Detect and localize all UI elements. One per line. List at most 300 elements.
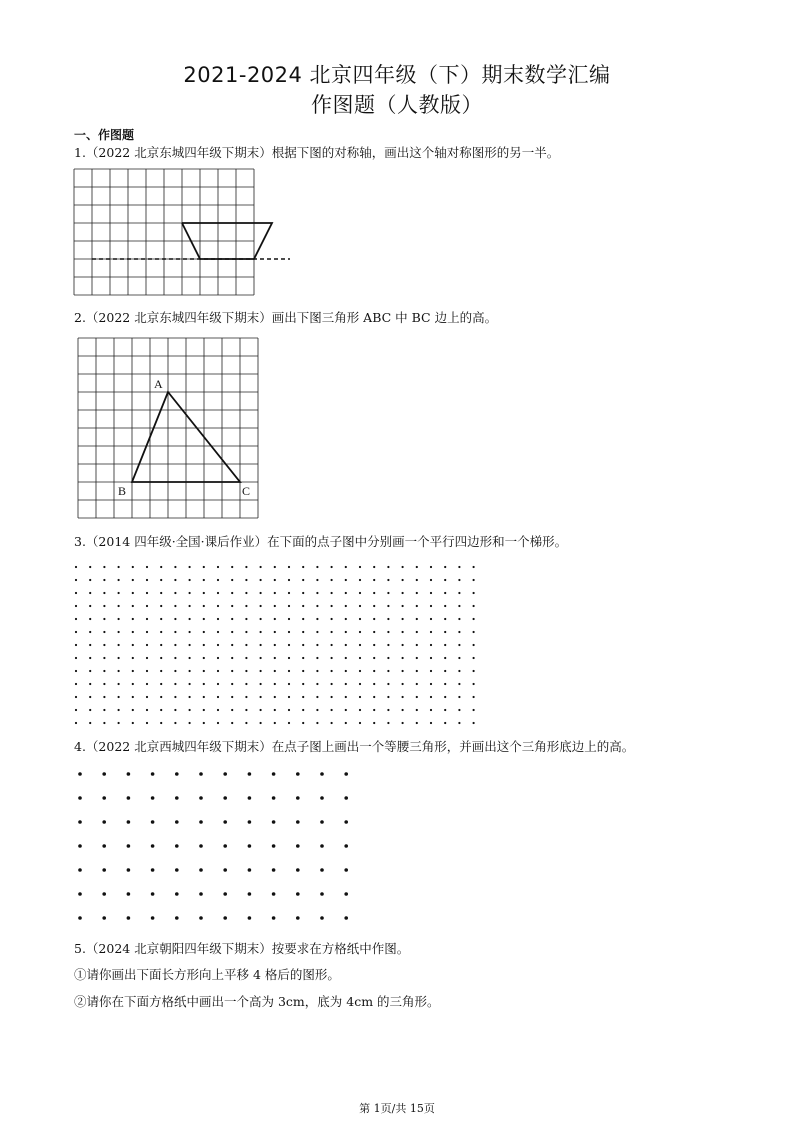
grid-dot (75, 696, 77, 698)
grid-dot (118, 670, 120, 672)
q2-label-b: B (118, 484, 127, 498)
grid-dot (444, 696, 446, 698)
grid-dot (473, 592, 475, 594)
grid-dot (430, 579, 432, 581)
grid-dot (203, 605, 205, 607)
grid-dot (430, 670, 432, 672)
grid-dot (127, 772, 131, 776)
grid-dot (260, 657, 262, 659)
grid-dot (75, 709, 77, 711)
grid-dot (288, 657, 290, 659)
grid-dot (103, 709, 105, 711)
grid-dot (272, 892, 276, 896)
grid-dot (302, 709, 304, 711)
grid-dot (175, 868, 179, 872)
grid-dot (430, 566, 432, 568)
grid-dot (302, 618, 304, 620)
grid-dot (473, 618, 475, 620)
grid-dot (288, 722, 290, 724)
grid-dot (320, 892, 324, 896)
grid-dot (302, 644, 304, 646)
grid-dot (245, 644, 247, 646)
grid-dot (430, 618, 432, 620)
grid-dot (102, 892, 106, 896)
grid-dot (274, 657, 276, 659)
grid-dot (302, 722, 304, 724)
grid-dot (175, 892, 179, 896)
grid-dot (248, 796, 252, 800)
grid-dot (217, 683, 219, 685)
grid-dot (473, 605, 475, 607)
grid-dot (320, 844, 324, 848)
grid-dot (132, 657, 134, 659)
grid-dot (78, 868, 82, 872)
question-5-instruction-2: ②请你在下面方格纸中画出一个高为 3cm，底为 4cm 的三角形。 (74, 994, 440, 1009)
grid-dot (248, 916, 252, 920)
grid-dot (288, 592, 290, 594)
grid-dot (217, 566, 219, 568)
grid-dot (359, 722, 361, 724)
grid-dot (132, 722, 134, 724)
q3-dot-grid (74, 565, 474, 725)
grid-dot (174, 592, 176, 594)
grid-dot (248, 868, 252, 872)
grid-dot (320, 820, 324, 824)
grid-dot (288, 709, 290, 711)
grid-dot (103, 683, 105, 685)
grid-dot (444, 631, 446, 633)
grid-dot (217, 644, 219, 646)
grid-dot (174, 631, 176, 633)
grid-dot (345, 657, 347, 659)
grid-dot (416, 605, 418, 607)
grid-dot (345, 644, 347, 646)
grid-dot (189, 631, 191, 633)
grid-dot (416, 696, 418, 698)
grid-dot (458, 683, 460, 685)
grid-dot (444, 657, 446, 659)
grid-dot (402, 670, 404, 672)
grid-dot (359, 618, 361, 620)
grid-dot (89, 631, 91, 633)
grid-dot (458, 631, 460, 633)
grid-dot (359, 566, 361, 568)
grid-dot (316, 696, 318, 698)
grid-dot (345, 696, 347, 698)
grid-dot (444, 683, 446, 685)
grid-dot (274, 579, 276, 581)
grid-dot (373, 566, 375, 568)
grid-dot (316, 566, 318, 568)
grid-dot (132, 618, 134, 620)
grid-dot (402, 579, 404, 581)
grid-dot (416, 618, 418, 620)
grid-dot (160, 709, 162, 711)
grid-dot (160, 618, 162, 620)
grid-dot (402, 592, 404, 594)
grid-dot (359, 696, 361, 698)
question-2-text: 2.（2022 北京东城四年级下期末）画出下图三角形 ABC 中 BC 边上的高。 (74, 310, 498, 325)
grid-dot (127, 892, 131, 896)
grid-dot (260, 670, 262, 672)
grid-dot (103, 657, 105, 659)
grid-dot (223, 868, 227, 872)
grid-dot (387, 657, 389, 659)
grid-dot (118, 631, 120, 633)
grid-dot (345, 618, 347, 620)
grid-dot (416, 683, 418, 685)
grid-dot (458, 644, 460, 646)
grid-dot (288, 683, 290, 685)
grid-dot (203, 657, 205, 659)
grid-dot (344, 772, 348, 776)
grid-dot (387, 631, 389, 633)
grid-dot (387, 605, 389, 607)
grid-dot (231, 670, 233, 672)
grid-dot (132, 683, 134, 685)
q2-label-a: A (154, 377, 163, 391)
grid-dot (331, 605, 333, 607)
grid-dot (402, 683, 404, 685)
grid-dot (430, 644, 432, 646)
grid-dot (127, 868, 131, 872)
grid-dot (373, 644, 375, 646)
grid-dot (458, 657, 460, 659)
grid-dot (387, 722, 389, 724)
grid-dot (458, 605, 460, 607)
grid-dot (118, 605, 120, 607)
grid-dot (316, 631, 318, 633)
question-3-text: 3.（2014 四年级·全国·课后作业）在下面的点子图中分别画一个平行四边形和一个梯形。 (74, 534, 568, 549)
grid-dot (331, 722, 333, 724)
grid-dot (146, 605, 148, 607)
grid-dot (444, 618, 446, 620)
grid-dot (302, 696, 304, 698)
grid-dot (260, 631, 262, 633)
grid-dot (199, 820, 203, 824)
grid-dot (217, 579, 219, 581)
grid-dot (245, 657, 247, 659)
grid-dot (75, 566, 77, 568)
grid-dot (331, 644, 333, 646)
grid-dot (458, 566, 460, 568)
grid-dot (416, 722, 418, 724)
grid-dot (199, 868, 203, 872)
grid-dot (274, 683, 276, 685)
grid-dot (274, 618, 276, 620)
grid-dot (272, 772, 276, 776)
grid-dot (296, 916, 300, 920)
grid-dot (103, 722, 105, 724)
grid-dot (103, 592, 105, 594)
grid-dot (189, 566, 191, 568)
grid-dot (160, 579, 162, 581)
grid-dot (245, 579, 247, 581)
grid-dot (245, 605, 247, 607)
grid-dot (296, 844, 300, 848)
grid-dot (302, 579, 304, 581)
grid-dot (132, 605, 134, 607)
grid-dot (316, 722, 318, 724)
grid-dot (203, 644, 205, 646)
grid-dot (296, 796, 300, 800)
grid-dot (89, 709, 91, 711)
grid-dot (78, 796, 82, 800)
grid-dot (245, 722, 247, 724)
grid-dot (444, 592, 446, 594)
grid-dot (245, 670, 247, 672)
grid-dot (189, 709, 191, 711)
grid-dot (245, 696, 247, 698)
grid-dot (78, 892, 82, 896)
grid-dot (175, 772, 179, 776)
grid-dot (231, 657, 233, 659)
q4-dot-grid (78, 772, 358, 922)
q2-grid-figure (78, 338, 258, 518)
grid-dot (458, 696, 460, 698)
grid-dot (302, 670, 304, 672)
grid-dot (316, 657, 318, 659)
grid-dot (320, 916, 324, 920)
grid-dot (473, 657, 475, 659)
grid-dot (199, 796, 203, 800)
grid-dot (320, 868, 324, 872)
grid-dot (199, 892, 203, 896)
grid-dot (245, 592, 247, 594)
grid-dot (75, 592, 77, 594)
grid-dot (174, 644, 176, 646)
grid-dot (75, 618, 77, 620)
grid-dot (359, 579, 361, 581)
grid-dot (223, 844, 227, 848)
grid-dot (345, 605, 347, 607)
grid-dot (174, 579, 176, 581)
grid-dot (75, 670, 77, 672)
grid-dot (118, 592, 120, 594)
grid-dot (387, 592, 389, 594)
grid-dot (296, 820, 300, 824)
grid-dot (103, 696, 105, 698)
grid-dot (345, 670, 347, 672)
grid-dot (174, 657, 176, 659)
grid-dot (203, 683, 205, 685)
grid-dot (203, 631, 205, 633)
grid-dot (223, 796, 227, 800)
grid-dot (189, 670, 191, 672)
grid-dot (231, 644, 233, 646)
grid-dot (402, 605, 404, 607)
grid-dot (458, 579, 460, 581)
grid-dot (373, 605, 375, 607)
grid-dot (231, 566, 233, 568)
grid-dot (473, 644, 475, 646)
grid-dot (344, 844, 348, 848)
grid-dot (189, 696, 191, 698)
grid-dot (78, 916, 82, 920)
grid-dot (288, 605, 290, 607)
grid-dot (151, 772, 155, 776)
grid-dot (272, 916, 276, 920)
grid-dot (102, 796, 106, 800)
grid-dot (274, 566, 276, 568)
grid-dot (373, 579, 375, 581)
grid-dot (387, 709, 389, 711)
grid-dot (402, 722, 404, 724)
grid-dot (458, 670, 460, 672)
grid-dot (430, 709, 432, 711)
grid-dot (132, 592, 134, 594)
grid-dot (103, 631, 105, 633)
grid-dot (402, 566, 404, 568)
grid-dot (245, 709, 247, 711)
grid-dot (245, 618, 247, 620)
grid-dot (260, 618, 262, 620)
grid-dot (231, 579, 233, 581)
grid-dot (102, 868, 106, 872)
grid-dot (320, 796, 324, 800)
grid-dot (345, 579, 347, 581)
grid-dot (359, 631, 361, 633)
grid-dot (359, 657, 361, 659)
grid-dot (189, 592, 191, 594)
grid-dot (231, 631, 233, 633)
grid-dot (373, 722, 375, 724)
grid-dot (331, 618, 333, 620)
grid-dot (274, 696, 276, 698)
grid-dot (118, 566, 120, 568)
grid-dot (373, 631, 375, 633)
grid-dot (146, 618, 148, 620)
grid-dot (78, 844, 82, 848)
grid-dot (199, 916, 203, 920)
grid-dot (231, 592, 233, 594)
grid-dot (260, 722, 262, 724)
grid-dot (316, 605, 318, 607)
grid-dot (430, 605, 432, 607)
grid-dot (430, 631, 432, 633)
grid-dot (387, 566, 389, 568)
grid-dot (75, 631, 77, 633)
grid-dot (174, 605, 176, 607)
grid-dot (302, 631, 304, 633)
grid-dot (132, 670, 134, 672)
grid-dot (274, 709, 276, 711)
grid-dot (248, 772, 252, 776)
grid-dot (103, 618, 105, 620)
grid-dot (473, 709, 475, 711)
grid-dot (174, 618, 176, 620)
grid-dot (359, 605, 361, 607)
grid-dot (458, 618, 460, 620)
grid-dot (160, 605, 162, 607)
grid-dot (118, 722, 120, 724)
grid-dot (146, 644, 148, 646)
grid-dot (296, 772, 300, 776)
grid-dot (160, 631, 162, 633)
grid-dot (274, 605, 276, 607)
grid-dot (89, 566, 91, 568)
grid-dot (151, 820, 155, 824)
grid-dot (387, 644, 389, 646)
grid-dot (260, 683, 262, 685)
grid-dot (174, 566, 176, 568)
grid-dot (151, 892, 155, 896)
grid-dot (231, 683, 233, 685)
grid-dot (331, 683, 333, 685)
question-5-instruction-1: ①请你画出下面长方形向上平移 4 格后的图形。 (74, 967, 340, 982)
grid-dot (430, 592, 432, 594)
grid-dot (473, 631, 475, 633)
grid-dot (302, 566, 304, 568)
grid-dot (103, 579, 105, 581)
grid-dot (430, 722, 432, 724)
grid-dot (260, 644, 262, 646)
grid-dot (89, 605, 91, 607)
grid-dot (402, 618, 404, 620)
grid-dot (199, 844, 203, 848)
grid-dot (203, 618, 205, 620)
grid-dot (316, 709, 318, 711)
grid-dot (331, 579, 333, 581)
section-heading: 一、作图题 (74, 128, 135, 142)
grid-dot (89, 670, 91, 672)
grid-dot (118, 579, 120, 581)
grid-dot (75, 579, 77, 581)
grid-dot (444, 605, 446, 607)
grid-dot (189, 657, 191, 659)
grid-dot (151, 916, 155, 920)
grid-dot (189, 644, 191, 646)
grid-dot (189, 605, 191, 607)
q2-grid-lines (78, 338, 258, 518)
grid-dot (260, 592, 262, 594)
grid-dot (146, 566, 148, 568)
grid-dot (217, 592, 219, 594)
grid-dot (223, 916, 227, 920)
grid-dot (288, 670, 290, 672)
question-4-text: 4.（2022 北京西城四年级下期末）在点子图上画出一个等腰三角形，并画出这个三角形底边上的高。 (74, 739, 635, 754)
grid-dot (331, 657, 333, 659)
grid-dot (444, 579, 446, 581)
grid-dot (89, 644, 91, 646)
grid-dot (402, 657, 404, 659)
grid-dot (174, 722, 176, 724)
grid-dot (272, 796, 276, 800)
grid-dot (89, 696, 91, 698)
grid-dot (118, 644, 120, 646)
grid-dot (248, 820, 252, 824)
grid-dot (260, 566, 262, 568)
grid-dot (359, 670, 361, 672)
grid-dot (373, 683, 375, 685)
question-5-text: 5.（2024 北京朝阳四年级下期末）按要求在方格纸中作图。 (74, 941, 410, 956)
grid-dot (189, 618, 191, 620)
grid-dot (288, 618, 290, 620)
grid-dot (203, 579, 205, 581)
q1-grid-lines (74, 169, 254, 295)
grid-dot (118, 709, 120, 711)
grid-dot (160, 592, 162, 594)
grid-dot (402, 696, 404, 698)
grid-dot (373, 670, 375, 672)
grid-dot (272, 844, 276, 848)
q2-label-c: C (242, 484, 251, 498)
grid-dot (146, 722, 148, 724)
grid-dot (473, 722, 475, 724)
grid-dot (146, 670, 148, 672)
grid-dot (103, 670, 105, 672)
grid-dot (444, 644, 446, 646)
